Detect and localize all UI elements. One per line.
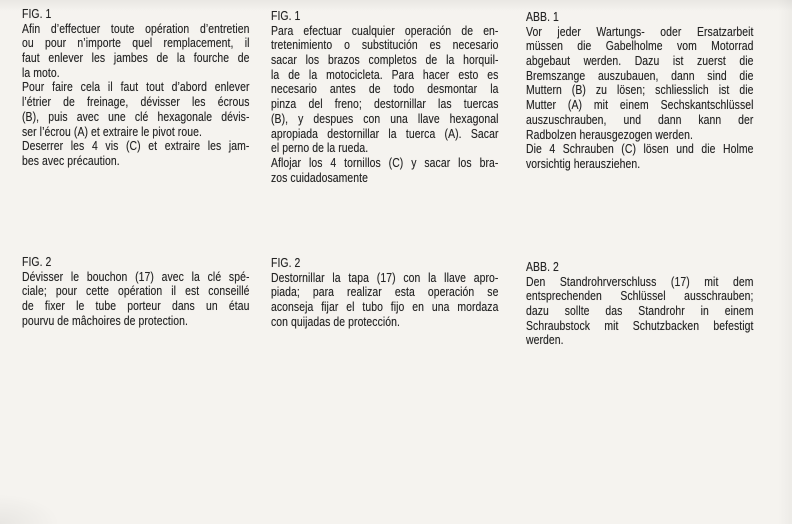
word: fijo [390, 299, 405, 315]
word: apropiada [271, 125, 319, 141]
word: y [298, 110, 304, 126]
word: quel [132, 35, 153, 51]
word: auszubauen, [597, 67, 659, 83]
column-german-abb1 [526, 10, 766, 172]
word: puis [48, 108, 68, 124]
word: de [461, 22, 474, 38]
word: de [22, 298, 34, 314]
word: fijar [321, 299, 339, 315]
text-line [526, 83, 754, 98]
word: opération [145, 20, 190, 36]
text-line [526, 113, 754, 128]
text-line [22, 95, 250, 110]
word: pinza [271, 96, 297, 112]
text-line: werden. [526, 332, 564, 348]
word: Sechskantschlüssel [660, 97, 754, 113]
word: tuercas [463, 96, 499, 112]
word: operación [427, 284, 475, 300]
word: sind [707, 67, 727, 83]
word: Standrohrverschluss [559, 273, 657, 289]
word: en- [483, 22, 499, 38]
word: zuerst [696, 53, 726, 69]
word: ou [22, 35, 34, 51]
scan-smudge [0, 494, 60, 524]
word: necesario [452, 37, 499, 53]
text-line [526, 25, 754, 40]
word: abgebaut [526, 53, 571, 69]
word: Destornillar [271, 269, 325, 285]
word: et [148, 138, 158, 154]
word: la [191, 268, 200, 284]
word: apro- [473, 269, 499, 285]
word: cette [86, 283, 110, 299]
word: die [739, 53, 754, 69]
word: Pour [22, 79, 45, 95]
text-line [22, 51, 250, 66]
word: llave [417, 110, 440, 126]
section-body [271, 24, 499, 186]
word: Aflojar [271, 154, 302, 170]
text-line [271, 53, 499, 68]
text-block [22, 7, 250, 169]
word: conseillé [208, 283, 250, 299]
word: sacar [424, 154, 451, 170]
text-line [271, 68, 499, 83]
word: jeder [557, 23, 581, 39]
word: esto [458, 66, 479, 82]
word: müssen [526, 38, 563, 54]
word: Para [271, 22, 294, 38]
word: (C) [388, 154, 404, 170]
word: esta [394, 284, 415, 300]
word: Holme [722, 141, 754, 157]
word: Ersatzarbeit [696, 23, 754, 39]
word: une [108, 108, 126, 124]
word: zu [595, 82, 608, 98]
word: de [237, 50, 250, 66]
section-body [22, 22, 250, 169]
text-line [22, 284, 250, 299]
text-line [271, 82, 499, 97]
word: sollte [564, 303, 590, 319]
word: es [487, 66, 499, 82]
text-line [22, 139, 250, 154]
word: el [346, 299, 355, 315]
word: vom [676, 38, 697, 54]
word: Den [526, 273, 546, 289]
column-french-fig2 [22, 255, 262, 328]
word: les [192, 94, 206, 110]
word: la [490, 81, 499, 97]
word: kann [698, 111, 722, 127]
word: werden. [583, 53, 622, 69]
word: bra- [479, 154, 499, 170]
word: Schlüssel [620, 288, 666, 304]
word: il [244, 35, 250, 51]
word: para [312, 284, 335, 300]
word: avec [161, 268, 184, 284]
word: il [107, 79, 113, 95]
section-body [22, 270, 250, 329]
text-line [526, 54, 754, 69]
word: de [368, 81, 381, 97]
section-heading: FIG. 2 [22, 254, 52, 269]
text-line [526, 319, 754, 334]
word: ciale; [22, 283, 47, 299]
word: aconseja [271, 299, 314, 315]
word: de [156, 50, 169, 66]
text-line [526, 39, 754, 54]
section-heading: FIG. 1 [271, 8, 301, 23]
word: Standrohr [638, 303, 685, 319]
word: 4 [330, 154, 337, 170]
word: de [288, 66, 300, 82]
word: o [344, 37, 350, 53]
word: piada; [271, 284, 300, 300]
word: d’abord [171, 79, 207, 95]
word: de [63, 94, 75, 110]
text-line [526, 304, 754, 319]
word: brazos [328, 52, 360, 68]
word: (B) [571, 82, 586, 98]
text-line [526, 289, 754, 304]
word: le [70, 268, 80, 284]
text-line [526, 98, 754, 113]
text-line [271, 127, 499, 142]
word: 4 [91, 138, 98, 154]
word: Die [526, 141, 542, 157]
word: remplacement, [163, 35, 234, 51]
word: (C) [125, 138, 141, 154]
section-heading: FIG. 2 [271, 255, 301, 270]
word: ist [672, 53, 684, 69]
section-body [526, 275, 754, 348]
word: die [701, 141, 716, 157]
word: un [205, 298, 218, 314]
word: lösen [643, 141, 669, 157]
text-line [526, 142, 754, 157]
text-line [271, 271, 499, 286]
word: la [332, 269, 341, 285]
word: einem [619, 97, 649, 113]
word: Para [391, 66, 414, 82]
word: hacer [422, 66, 450, 82]
word: avec [76, 108, 100, 124]
word: Dévisser [22, 268, 64, 284]
text-line [271, 285, 499, 300]
text-line [22, 22, 250, 37]
text-block [271, 9, 499, 185]
word: le [76, 298, 85, 314]
word: substitución [361, 37, 418, 53]
word: la [308, 66, 318, 82]
word: clé [207, 268, 222, 284]
word: pour [55, 283, 78, 299]
word: Mutter [526, 97, 557, 113]
word: einem [724, 303, 754, 319]
text-block [22, 255, 250, 328]
word: Afin [22, 20, 41, 36]
word: les [91, 50, 106, 66]
word: motocicleta. [326, 66, 383, 82]
section-heading: ABB. 2 [526, 259, 559, 274]
word: Dazu [634, 53, 660, 69]
word: pour [45, 35, 67, 51]
word: n’importe [77, 35, 121, 51]
word: sacar [271, 52, 297, 68]
word: antes [329, 81, 356, 97]
word: tuerca [405, 125, 436, 141]
word: il [171, 283, 177, 299]
word: los [308, 154, 323, 170]
text-line [271, 24, 499, 39]
text-line: pourvu de mâchoires de protection. [22, 312, 188, 328]
word: (A). [444, 125, 462, 141]
word: una [390, 110, 408, 126]
word: oder [660, 23, 682, 39]
text-line [271, 300, 499, 315]
word: écrous [217, 94, 250, 110]
text-line [22, 299, 250, 314]
word: auszuschrauben, [526, 111, 607, 127]
word: toute [110, 20, 135, 36]
text-line: zos cuidadosamente [271, 169, 368, 185]
section-heading: ABB. 1 [526, 9, 559, 24]
word: spé- [228, 268, 250, 284]
word: Schutzbacken [632, 317, 700, 333]
word: fourche [193, 50, 230, 66]
text-block [271, 256, 499, 329]
word: die [577, 38, 592, 54]
word: (B), [271, 110, 289, 126]
word: despues [313, 110, 354, 126]
word: (C) [621, 141, 636, 157]
word: la [176, 50, 186, 66]
word: tube [95, 298, 117, 314]
text-line [526, 275, 754, 290]
word: Schrauben [562, 141, 614, 157]
word: destornillar [327, 125, 380, 141]
word: d’effectuer [50, 20, 101, 36]
word: dazu [526, 303, 549, 319]
word: vis [105, 138, 119, 154]
word: los [305, 52, 320, 68]
word: la [388, 125, 397, 141]
word: realizar [347, 284, 382, 300]
word: las [438, 96, 452, 112]
text-line: la moto. [22, 64, 60, 80]
text-line [526, 69, 754, 84]
text-line [271, 38, 499, 53]
word: una [431, 299, 450, 315]
word: efectuar [303, 22, 342, 38]
word: Schraubstock [526, 317, 591, 333]
word: se [487, 284, 499, 300]
word: ist [718, 82, 730, 98]
text-line [271, 97, 499, 112]
word: die [739, 82, 754, 98]
word: es [429, 37, 441, 53]
text-line: bes avec précaution. [22, 152, 120, 168]
word: dévis- [221, 108, 250, 124]
word: Sacar [470, 125, 499, 141]
word: schliesslich [655, 82, 709, 98]
word: porteur [127, 298, 161, 314]
word: clé [134, 108, 149, 124]
word: ausschrauben; [684, 288, 754, 304]
word: extraire [164, 138, 201, 154]
word: jam- [228, 138, 250, 154]
word: con [363, 110, 381, 126]
word: con [403, 269, 421, 285]
text-line: ser l’écrou (A) et extraire le pivot roue. [22, 123, 202, 139]
text-block [526, 260, 754, 348]
word: bouchon [86, 268, 128, 284]
word: (A) [567, 97, 583, 113]
word: und [623, 111, 642, 127]
column-french-fig1 [22, 7, 262, 169]
word: étau [228, 298, 250, 314]
text-line: el perno de la rueda. [271, 140, 369, 156]
text-block [526, 10, 754, 172]
word: cualquier [351, 22, 395, 38]
word: dann [657, 111, 682, 127]
word: enlever [214, 79, 250, 95]
word: Deserrer [22, 138, 64, 154]
section-body [271, 271, 499, 330]
text-line: vorsichtig herausziehen. [526, 155, 641, 171]
word: und [676, 141, 694, 157]
word: tretenimiento [271, 37, 333, 53]
word: 4 [549, 141, 556, 157]
word: desmontar [427, 81, 478, 97]
text-line [22, 36, 250, 51]
word: la [428, 269, 437, 285]
word: Motorrad [711, 38, 754, 54]
word: d’entretien [199, 20, 250, 36]
word: la [271, 66, 280, 82]
word: tubo [362, 299, 383, 315]
word: necesario [271, 81, 317, 97]
section-body [526, 25, 754, 172]
word: dévisser [140, 94, 180, 110]
word: befestigt [713, 317, 754, 333]
word: operación [404, 22, 452, 38]
word: tout [146, 79, 164, 95]
word: est [185, 283, 200, 299]
word: mit [604, 317, 619, 333]
word: jambes [113, 50, 148, 66]
text-line [22, 270, 250, 285]
section-heading: FIG. 1 [22, 6, 52, 21]
word: der [738, 111, 754, 127]
word: freinage, [87, 94, 129, 110]
word: hexagonal [449, 110, 499, 126]
word: les [207, 138, 222, 154]
word: mit [704, 273, 719, 289]
word: horquil- [463, 52, 499, 68]
word: lösen; [616, 82, 646, 98]
column-german-abb2 [526, 260, 766, 348]
text-line [22, 110, 250, 125]
word: (17) [376, 269, 396, 285]
word: les [70, 138, 85, 154]
word: todo [393, 81, 415, 97]
word: completos [368, 52, 417, 68]
word: fixer [44, 298, 65, 314]
text-line: con quijadas de protección. [271, 313, 400, 329]
word: cela [80, 79, 101, 95]
text-line: Radbolzen herausgezogen werden. [526, 126, 693, 142]
word: freno; [334, 96, 362, 112]
word: in [700, 303, 709, 319]
text-line [271, 156, 499, 171]
text-line [271, 112, 499, 127]
column-spanish-fig1 [271, 9, 511, 185]
word: Bremszange [526, 67, 586, 83]
word: destornillar [374, 96, 426, 112]
word: Gabelholme [605, 38, 663, 54]
word: tapa [348, 269, 370, 285]
word: dem [732, 273, 754, 289]
word: faire [52, 79, 73, 95]
word: (17) [135, 268, 154, 284]
word: mordaza [457, 299, 499, 315]
word: dann [671, 67, 695, 83]
word: mit [593, 97, 609, 113]
word: del [308, 96, 323, 112]
word: Muttern [526, 82, 562, 98]
word: die [739, 67, 754, 83]
word: l’étrier [22, 94, 52, 110]
word: Vor [526, 23, 542, 39]
word: Wartungs- [596, 23, 645, 39]
word: en [412, 299, 425, 315]
text-line [22, 80, 250, 95]
word: das [605, 303, 623, 319]
word: de [425, 52, 438, 68]
word: dans [171, 298, 195, 314]
word: los [458, 154, 472, 170]
word: y [411, 154, 417, 170]
word: enlever [48, 50, 84, 66]
word: la [446, 52, 455, 68]
word: (17) [670, 273, 690, 289]
word: tornillos [344, 154, 381, 170]
word: entsprechenden [526, 288, 602, 304]
word: faut [22, 50, 40, 66]
word: llave [444, 269, 467, 285]
word: hexagonale [157, 108, 213, 124]
column-spanish-fig2 [271, 256, 511, 329]
word: faut [120, 79, 139, 95]
word: (B), [22, 108, 40, 124]
word: opération [118, 283, 163, 299]
